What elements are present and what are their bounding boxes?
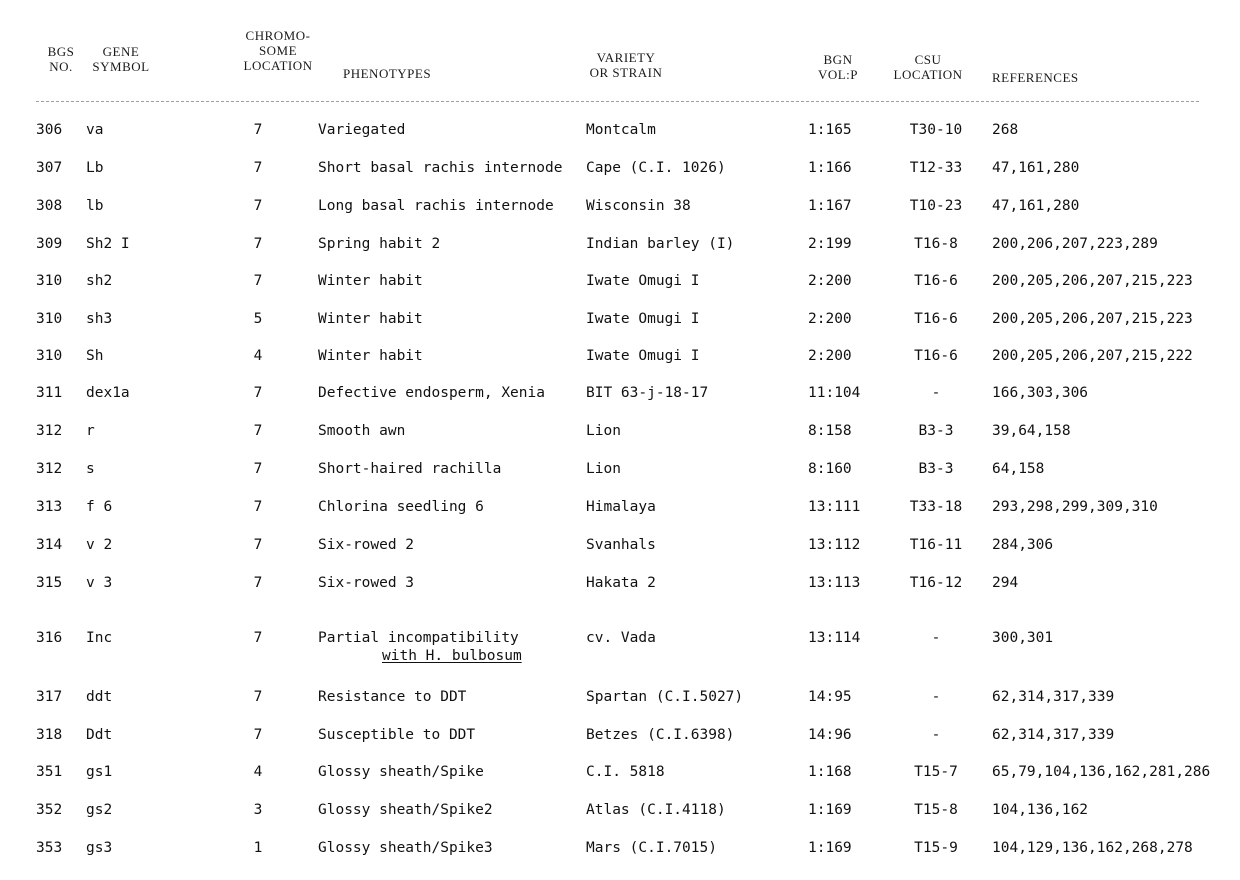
phenotype-line: Spring habit 2 — [318, 236, 441, 252]
cell-bgn-vol: 13:112 — [808, 537, 861, 553]
table-row — [0, 763, 1240, 785]
table-row — [0, 197, 1240, 219]
cell-phenotype — [318, 801, 580, 819]
cell-references: 268 — [992, 122, 1019, 138]
cell-csu-location: T16-8 — [914, 236, 958, 252]
cell-gene-symbol: gs3 — [86, 840, 113, 856]
cell-chromosome: 7 — [253, 160, 263, 176]
cell-references: 200,205,206,207,215,222 — [992, 348, 1193, 364]
cell-bgn-vol: 11:104 — [808, 385, 861, 401]
cell-chromosome: 4 — [253, 348, 263, 364]
cell-csu-location: T16-6 — [914, 348, 958, 364]
cell-bgs-no: 311 — [36, 385, 63, 401]
cell-bgs-no: 309 — [36, 236, 63, 252]
cell-references: 300,301 — [992, 630, 1054, 646]
cell-phenotype — [318, 121, 580, 139]
phenotype-line: Short-haired rachilla — [318, 461, 502, 477]
cell-chromosome: 4 — [253, 764, 263, 780]
cell-phenotype — [318, 460, 580, 478]
header-references: REFERENCES — [992, 70, 1079, 85]
cell-phenotype — [318, 763, 580, 781]
cell-chromosome: 7 — [253, 575, 263, 591]
cell-phenotype — [318, 726, 580, 744]
cell-bgs-no: 315 — [36, 575, 63, 591]
cell-phenotype — [318, 536, 580, 554]
table-row — [0, 726, 1240, 748]
cell-variety: Spartan (C.I.5027) — [586, 689, 744, 705]
table-row — [0, 688, 1240, 710]
phenotype-line: Six-rowed 2 — [318, 537, 415, 553]
cell-phenotype — [318, 839, 580, 857]
cell-bgs-no: 314 — [36, 537, 63, 553]
cell-references: 294 — [992, 575, 1019, 591]
cell-csu-location: - — [931, 630, 941, 646]
cell-csu-location: T16-11 — [909, 537, 963, 553]
cell-chromosome: 7 — [253, 423, 263, 439]
cell-bgn-vol: 8:158 — [808, 423, 852, 439]
cell-bgn-vol: 1:166 — [808, 160, 852, 176]
cell-variety: Indian barley (I) — [586, 236, 735, 252]
header-chromosome-location: CHROMO- SOME LOCATION — [243, 28, 313, 73]
cell-csu-location: - — [931, 689, 941, 705]
header-variety: VARIETY OR STRAIN — [589, 50, 663, 80]
cell-csu-location: T12-33 — [909, 160, 963, 176]
cell-csu-location: T30-10 — [909, 122, 963, 138]
cell-gene-symbol: gs2 — [86, 802, 113, 818]
cell-csu-location: T16-12 — [909, 575, 963, 591]
cell-bgs-no: 310 — [36, 273, 63, 289]
cell-chromosome: 7 — [253, 236, 263, 252]
phenotype-line: Winter habit — [318, 273, 423, 289]
cell-csu-location: B3-3 — [918, 423, 954, 439]
cell-csu-location: - — [931, 385, 941, 401]
cell-phenotype — [318, 688, 580, 706]
phenotype-line: with H. bulbosum — [382, 648, 522, 664]
cell-phenotype — [318, 574, 580, 592]
cell-gene-symbol: f 6 — [86, 499, 113, 515]
cell-phenotype — [318, 235, 580, 253]
cell-chromosome: 7 — [253, 122, 263, 138]
phenotype-line: Glossy sheath/Spike — [318, 764, 484, 780]
table-row — [0, 347, 1240, 369]
cell-phenotype — [318, 272, 580, 290]
cell-variety: Svanhals — [586, 537, 656, 553]
cell-phenotype — [318, 498, 580, 516]
cell-gene-symbol: gs1 — [86, 764, 113, 780]
cell-bgs-no: 312 — [36, 423, 63, 439]
cell-gene-symbol: v 2 — [86, 537, 113, 553]
cell-csu-location: T16-6 — [914, 273, 958, 289]
cell-chromosome: 7 — [253, 727, 263, 743]
table-row — [0, 498, 1240, 520]
cell-bgn-vol: 2:200 — [808, 273, 852, 289]
cell-bgs-no: 317 — [36, 689, 63, 705]
cell-bgn-vol: 1:168 — [808, 764, 852, 780]
cell-variety: Iwate Omugi I — [586, 273, 700, 289]
cell-variety: Atlas (C.I.4118) — [586, 802, 726, 818]
cell-references: 293,298,299,309,310 — [992, 499, 1158, 515]
table-row — [0, 460, 1240, 482]
cell-chromosome: 7 — [253, 499, 263, 515]
cell-gene-symbol: sh3 — [86, 311, 113, 327]
cell-gene-symbol: s — [86, 461, 95, 477]
cell-gene-symbol: r — [86, 423, 95, 439]
phenotype-line: Winter habit — [318, 311, 423, 327]
table-row — [0, 422, 1240, 444]
cell-bgs-no: 318 — [36, 727, 63, 743]
cell-bgn-vol: 14:96 — [808, 727, 852, 743]
cell-bgn-vol: 13:111 — [808, 499, 861, 515]
cell-gene-symbol: dex1a — [86, 385, 130, 401]
cell-gene-symbol: Sh — [86, 348, 104, 364]
cell-bgs-no: 351 — [36, 764, 63, 780]
cell-chromosome: 7 — [253, 537, 263, 553]
table-row — [0, 121, 1240, 143]
cell-bgs-no: 308 — [36, 198, 63, 214]
table-row — [0, 235, 1240, 257]
cell-csu-location: T15-9 — [914, 840, 958, 856]
cell-references: 284,306 — [992, 537, 1054, 553]
cell-chromosome: 7 — [253, 689, 263, 705]
phenotype-line: Chlorina seedling 6 — [318, 499, 484, 515]
cell-bgn-vol: 8:160 — [808, 461, 852, 477]
header-phenotypes: PHENOTYPES — [343, 66, 432, 81]
cell-references: 200,205,206,207,215,223 — [992, 273, 1193, 289]
cell-variety: Mars (C.I.7015) — [586, 840, 717, 856]
cell-gene-symbol: Sh2 I — [86, 236, 130, 252]
cell-references: 47,161,280 — [992, 160, 1080, 176]
cell-references: 200,206,207,223,289 — [992, 236, 1158, 252]
table-row — [0, 310, 1240, 332]
cell-bgn-vol: 13:114 — [808, 630, 861, 646]
phenotype-line: Glossy sheath/Spike2 — [318, 802, 493, 818]
cell-references: 166,303,306 — [992, 385, 1089, 401]
cell-gene-symbol: va — [86, 122, 104, 138]
cell-bgn-vol: 2:200 — [808, 348, 852, 364]
cell-bgn-vol: 1:169 — [808, 840, 852, 856]
table-row — [0, 839, 1240, 861]
phenotype-line: Variegated — [318, 122, 406, 138]
cell-bgs-no: 313 — [36, 499, 63, 515]
table-row — [0, 384, 1240, 406]
header-divider — [36, 101, 1199, 102]
phenotype-line: Six-rowed 3 — [318, 575, 415, 591]
cell-bgs-no: 310 — [36, 311, 63, 327]
cell-gene-symbol: Inc — [86, 630, 113, 646]
cell-bgs-no: 353 — [36, 840, 63, 856]
cell-bgs-no: 352 — [36, 802, 63, 818]
cell-bgn-vol: 1:165 — [808, 122, 852, 138]
cell-bgs-no: 307 — [36, 160, 63, 176]
cell-csu-location: - — [931, 727, 941, 743]
cell-csu-location: T16-6 — [914, 311, 958, 327]
cell-phenotype — [318, 384, 580, 402]
cell-gene-symbol: v 3 — [86, 575, 113, 591]
cell-references: 62,314,317,339 — [992, 689, 1115, 705]
cell-chromosome: 7 — [253, 198, 263, 214]
cell-chromosome: 5 — [253, 311, 263, 327]
cell-variety: Himalaya — [586, 499, 656, 515]
cell-bgn-vol: 1:169 — [808, 802, 852, 818]
cell-phenotype — [318, 629, 580, 665]
phenotype-line: Smooth awn — [318, 423, 406, 439]
cell-gene-symbol: Ddt — [86, 727, 113, 743]
table-row — [0, 574, 1240, 596]
cell-variety: Cape (C.I. 1026) — [586, 160, 726, 176]
cell-variety: Iwate Omugi I — [586, 348, 700, 364]
phenotype-line: Long basal rachis internode — [318, 198, 554, 214]
cell-bgs-no: 306 — [36, 122, 63, 138]
phenotype-line: Susceptible to DDT — [318, 727, 476, 743]
cell-phenotype — [318, 422, 580, 440]
cell-chromosome: 7 — [253, 630, 263, 646]
cell-variety: Montcalm — [586, 122, 656, 138]
header-bgs-no: BGS NO. — [47, 44, 75, 74]
cell-variety: Iwate Omugi I — [586, 311, 700, 327]
cell-phenotype — [318, 197, 580, 215]
phenotype-line: Defective endosperm, Xenia — [318, 385, 545, 401]
cell-csu-location: T15-8 — [914, 802, 958, 818]
cell-phenotype — [318, 310, 580, 328]
table-row — [0, 801, 1240, 823]
cell-phenotype — [318, 347, 580, 365]
cell-variety: Lion — [586, 461, 621, 477]
table-row — [0, 536, 1240, 558]
cell-chromosome: 7 — [253, 385, 263, 401]
cell-references: 104,136,162 — [992, 802, 1089, 818]
header-gene-symbol: GENE SYMBOL — [92, 44, 150, 74]
cell-bgn-vol: 2:200 — [808, 311, 852, 327]
cell-phenotype — [318, 159, 580, 177]
cell-csu-location: B3-3 — [918, 461, 954, 477]
phenotype-line: Glossy sheath/Spike3 — [318, 840, 493, 856]
cell-variety: Hakata 2 — [586, 575, 656, 591]
cell-csu-location: T10-23 — [909, 198, 963, 214]
cell-variety: Wisconsin 38 — [586, 198, 691, 214]
table-row — [0, 159, 1240, 181]
cell-chromosome: 7 — [253, 273, 263, 289]
cell-references: 200,205,206,207,215,223 — [992, 311, 1193, 327]
cell-variety: C.I. 5818 — [586, 764, 665, 780]
table-row — [0, 629, 1240, 664]
cell-gene-symbol: ddt — [86, 689, 113, 705]
cell-bgs-no: 316 — [36, 630, 63, 646]
cell-variety: BIT 63-j-18-17 — [586, 385, 709, 401]
cell-csu-location: T33-18 — [909, 499, 963, 515]
cell-chromosome: 1 — [253, 840, 263, 856]
table-row — [0, 272, 1240, 294]
phenotype-line: Partial incompatibility — [318, 630, 519, 646]
cell-gene-symbol: lb — [86, 198, 104, 214]
cell-gene-symbol: sh2 — [86, 273, 113, 289]
cell-bgs-no: 310 — [36, 348, 63, 364]
cell-references: 65,79,104,136,162,281,286 — [992, 764, 1211, 780]
cell-bgn-vol: 1:167 — [808, 198, 852, 214]
cell-csu-location: T15-7 — [914, 764, 958, 780]
cell-references: 62,314,317,339 — [992, 727, 1115, 743]
cell-bgn-vol: 14:95 — [808, 689, 852, 705]
cell-bgn-vol: 13:113 — [808, 575, 861, 591]
cell-bgn-vol: 2:199 — [808, 236, 852, 252]
cell-references: 39,64,158 — [992, 423, 1071, 439]
cell-references: 64,158 — [992, 461, 1045, 477]
phenotype-line: Winter habit — [318, 348, 423, 364]
cell-chromosome: 7 — [253, 461, 263, 477]
phenotype-line: Short basal rachis internode — [318, 160, 563, 176]
cell-references: 47,161,280 — [992, 198, 1080, 214]
cell-variety: cv. Vada — [586, 630, 656, 646]
cell-bgs-no: 312 — [36, 461, 63, 477]
cell-variety: Betzes (C.I.6398) — [586, 727, 735, 743]
header-bgn-vol: BGN VOL:P — [817, 52, 859, 82]
cell-references: 104,129,136,162,268,278 — [992, 840, 1193, 856]
cell-chromosome: 3 — [253, 802, 263, 818]
cell-gene-symbol: Lb — [86, 160, 104, 176]
phenotype-line: Resistance to DDT — [318, 689, 467, 705]
cell-variety: Lion — [586, 423, 621, 439]
header-csu-location: CSU LOCATION — [893, 52, 963, 82]
